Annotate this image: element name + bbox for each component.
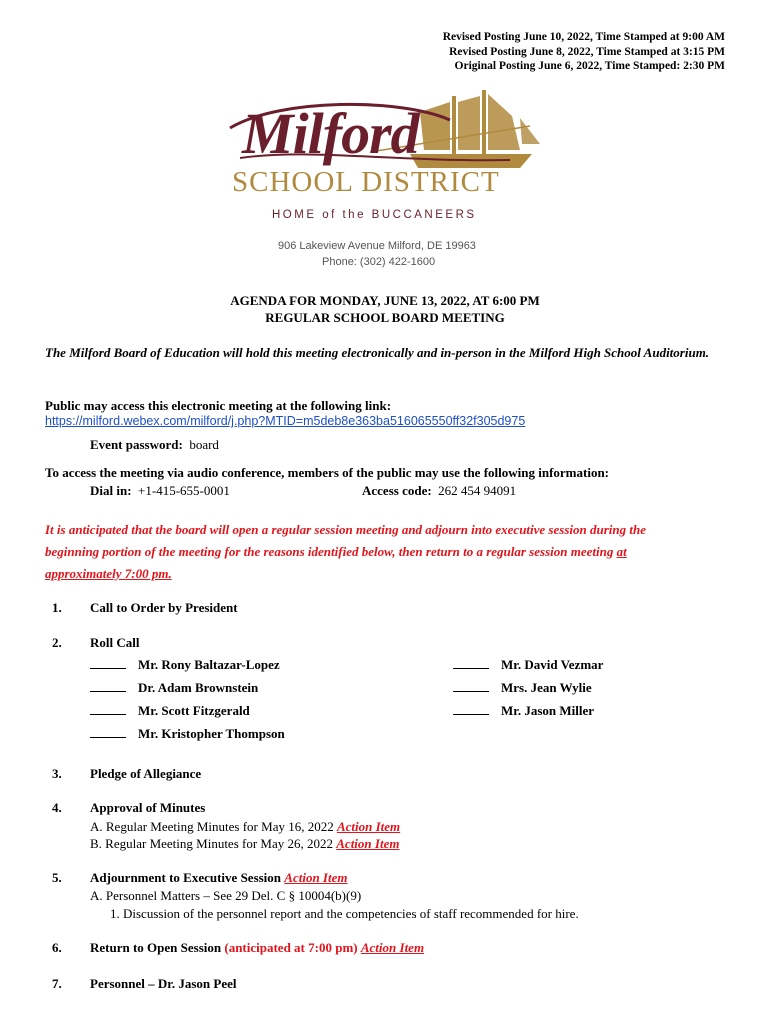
- item-number: 3.: [52, 766, 62, 781]
- action-item-tag: Action Item: [336, 836, 400, 851]
- personnel-matters: A. Personnel Matters – See 29 Del. C § 10004(b)(9): [90, 888, 362, 903]
- attendance-blank: [453, 681, 489, 692]
- roll-call-member: Mr. Rony Baltazar-Lopez: [90, 657, 280, 673]
- attendance-blank: [90, 727, 126, 738]
- logo-phone: Phone: (302) 422-1600: [322, 256, 436, 268]
- personnel-discussion: 1. Discussion of the personnel report and the competencies of staff recommended for hire.: [110, 906, 579, 921]
- roll-call-member: Dr. Adam Brownstein: [90, 680, 258, 696]
- roll-call-member: Mr. Jason Miller: [453, 703, 594, 719]
- item-number: 5.: [52, 870, 62, 885]
- item-title: Adjournment to Executive Session Action Item: [90, 870, 348, 885]
- posting-line: Revised Posting June 10, 2022, Time Stamped at 9:00 AM: [442, 31, 725, 43]
- item-title: Approval of Minutes: [90, 800, 206, 815]
- action-item-tag: Action Item: [336, 819, 401, 834]
- action-item-tag: Action Item: [360, 940, 425, 955]
- roll-call-member: Mr. David Vezmar: [453, 657, 603, 673]
- minutes-item: A. Regular Meeting Minutes for May 16, 2022 Action Item: [90, 819, 401, 834]
- password-value: board: [189, 437, 219, 452]
- minutes-item: B. Regular Meeting Minutes for May 26, 2022 Action Item: [90, 836, 400, 851]
- open-session-time: (anticipated at 7:00 pm): [224, 940, 358, 955]
- dial-in: [90, 483, 230, 499]
- logo-milford: Milford: [242, 101, 419, 166]
- roll-call-member: Mrs. Jean Wylie: [453, 680, 592, 696]
- webex-link[interactable]: https://milford.webex.com/milford/j.php?MTID=m5deb8e363ba516065550ff32f305d975: [45, 414, 526, 428]
- item-title: Call to Order by President: [90, 600, 238, 615]
- audio-label: To access the meeting via audio conference, members of the public may use the following information:: [45, 465, 610, 480]
- logo-district: SCHOOL DISTRICT: [232, 166, 500, 198]
- access-code: [362, 483, 516, 499]
- attendance-blank: [90, 681, 126, 692]
- posting-stamps: [443, 30, 725, 74]
- attendance-blank: [453, 704, 489, 715]
- item-title: Personnel – Dr. Jason Peel: [90, 976, 237, 991]
- item-number: 2.: [52, 635, 62, 650]
- notice-time: at approximately 7:00 pm.: [45, 544, 627, 581]
- dial-value: +1-415-655-0001: [138, 483, 230, 498]
- posting-line: Original Posting June 6, 2022, Time Stamped: 2:30 PM: [454, 60, 725, 72]
- posting-line: Revised Posting June 8, 2022, Time Stamped at 3:15 PM: [449, 45, 725, 58]
- logo-address: 906 Lakeview Avenue Milford, DE 19963: [278, 240, 476, 252]
- notice-text: It is anticipated that the board will open a regular session meeting and adjourn into executive session during the beginning portion of the meeting for the reasons identified below, then return to a regular session meeting: [45, 522, 646, 559]
- agenda-heading: [0, 292, 770, 326]
- logo-tagline: HOME of the BUCCANEERS: [272, 209, 477, 221]
- district-logo: [220, 88, 550, 278]
- item-number: 7.: [52, 976, 62, 991]
- roll-call-member: Mr. Kristopher Thompson: [90, 726, 285, 742]
- item-title: Roll Call: [90, 635, 140, 650]
- roll-call-member: Mr. Scott Fitzgerald: [90, 703, 250, 719]
- item-number: 4.: [52, 800, 62, 815]
- attendance-blank: [90, 658, 126, 669]
- agenda-title: AGENDA FOR MONDAY, JUNE 13, 2022, AT 6:00 PM: [230, 293, 540, 308]
- item-title: Pledge of Allegiance: [90, 766, 202, 781]
- code-value: 262 454 94091: [438, 483, 517, 498]
- executive-session-notice: [45, 519, 685, 585]
- item-number: 6.: [52, 940, 62, 955]
- attendance-blank: [90, 704, 126, 715]
- item-title: Return to Open Session (anticipated at 7:00 pm) Action Item: [90, 940, 425, 955]
- attendance-blank: [453, 658, 489, 669]
- access-label: Public may access this electronic meeting at the following link:: [45, 398, 392, 413]
- item-number: 1.: [52, 600, 62, 615]
- intro-text: The Milford Board of Education will hold this meeting electronically and in-person in the Milford High School Auditorium.: [45, 345, 710, 360]
- dial-label: Dial in:: [90, 483, 132, 498]
- event-password: [90, 437, 219, 453]
- agenda-subtitle: REGULAR SCHOOL BOARD MEETING: [265, 310, 505, 325]
- action-item-tag: Action Item: [284, 870, 348, 885]
- password-label: Event password:: [90, 437, 183, 452]
- code-label: Access code:: [362, 483, 432, 498]
